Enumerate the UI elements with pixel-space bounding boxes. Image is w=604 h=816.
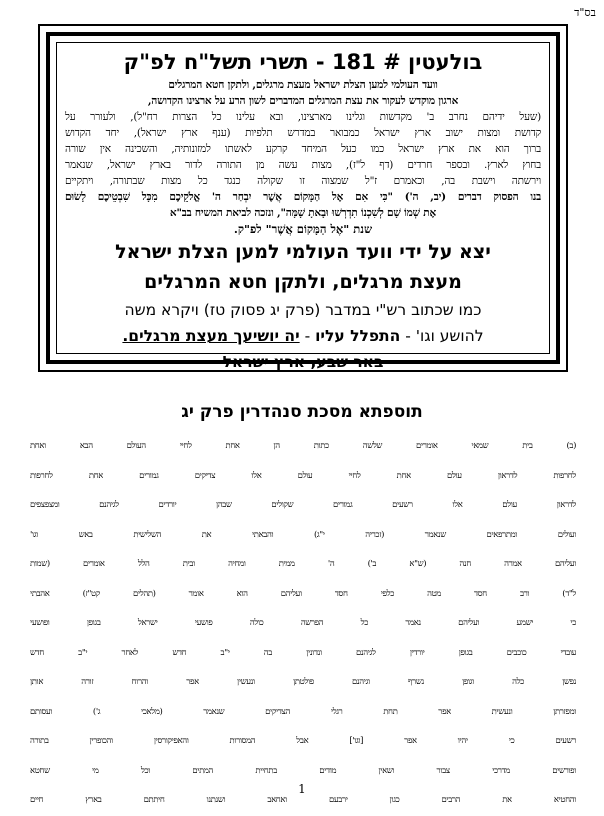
verse-citation-line: כמו שכתוב רש"י במדבר (פרק יג פסוק טז) ויקרא משה [124,301,482,319]
bulletin-frame [38,24,568,372]
body-line: ל"ד) ורב חסד מטה כלפי חסד ועליהם הוא אומר (תהלים קט"ז) אהבתי [30,588,576,599]
prayer-line [65,323,541,349]
corner-bsd-mark: בס"ד [574,6,596,19]
body-line: ועליהם אמרה חנה (ש"א ב') ה' ממית ומחיה ובית הלל אומרים (שמות [30,559,576,569]
body-line: ועולים ומתרפאים שנאמר (זכריה י"ג) והבאתי את השלישית באש וגו' [30,529,576,540]
body-line: והחטיא את הרבים כגון ירבעם ואחאב ושנתנו חיתתם בארץ חיים [30,795,576,805]
bulletin-line: וירשתה וישבת בה, וכאמרם ז"ל שמצוה זו שקולה כנגד כל מצות שבתורה, ויתקיים [65,175,541,187]
bulletin-frame-mid [46,32,560,371]
section-heading: תוספתא מסכת סנהדרין פרק יג [181,402,423,422]
body-line: ופורשים מדרכי צבור ושאין מודים בתחיית המתים וכל מי שחטא [30,765,576,776]
prayer-underlined: יה יושיעך מעצת מרגלים. [122,327,300,345]
issued-by-line: מעצת מרגלים, ולתקן חטא המרגלים [144,271,462,293]
bulletin-line: קדושת ומצות ישוב ארץ ישראל כמבואר במדרש תלפיות (ענף ארץ ישראל), יחד הקדוש [65,127,541,139]
bulletin-line: וועד העולמי למען הצלת ישראל מעצת מרגלים, ולתקן חטא המרגלים [168,79,438,91]
bulletin-line: בחוץ לארץ. ובספר חרדים (דף ל"ז), מצות עשה מן התורה לדור בארץ ישראל, שנאמר [65,159,541,171]
body-line: ומפזרתן ונעשית אפר תחת רגלי הצדיקים שנאמר (מלאכי ג') ועסותם [30,706,576,717]
body-text [30,432,576,816]
body-line: רשעים כי יהיו אפר [וגו'] אבל המסורות והאפיקורסין והכופרין בתורה [30,736,576,746]
body-line: כי ישמע ועליהם נאמר כל הפרשה כולה פושעי ישראל בגופן ופושעי [30,618,576,628]
body-line: נפשן כלה וגופן נשרף וגיהנם פולטתן ונעשין אפר והרוח זורה אותן [30,677,576,687]
issued-by-line: יצא על ידי וועד העולמי למען הצלת ישראל [115,241,491,263]
bulletin-title: בולעטין # 181 - תשרי תשל"ח לפ"ק [123,50,483,74]
prayer-part: - [299,327,316,345]
bulletin-verse-line: אֶת שְׁמוֹ שָׁם לְשִׁכְנוֹ תִדְרְשׁוּ וּבָאתָ שָׁמָּה", ונזכה לביאת המשיח בב"א [169,207,437,219]
body-line: עובדי כוכבים בגופן יורדין לגיהנם ונדונין בה י"ב חדש לאחר י"ב חדש [30,647,576,658]
bulletin-shem-line: שנת "אֶל הַמָּקוֹם אֲשֶׁר" לפ"ק. [233,222,373,236]
body-line: לדראון עולם אלו רשעים גמורים שקולים שבהן יורדים לגיהנם ומצפצפים [30,500,576,510]
bulletin-line: ארגון מוקדש לעקור את עצת המרגלים המדברים לשון הרע על ארצינו הקדושה, [147,95,459,107]
page-number: 1 [298,782,306,796]
prayer-part-bold: התפלל עליו [315,327,401,345]
bulletin-verse-line: בנו הפסוק דברים (יב, ה') "כִּי אִם אֶל הַמָּקוֹם אֲשֶׁר יִבְחַר ה' אֱלֹקֵיכֶם מִכָּל שִׁבְטֵיכֶם לָשׂוּם [65,191,541,203]
bulletin-line: ברוך הוא את ארץ ישראל כמו כעל המיחד קרקע לאשתו למזונותיה, והשכינה אין שורה [65,143,541,155]
body-line: לחרפות לדראון עולם אחת לחיי עולם אלו צדיקים גמורים אחת לחרפות [30,470,576,481]
prayer-part: להושע וגו' - [400,327,484,345]
bulletin-location: באר שבע, ארץ ישראל [222,353,384,371]
bulletin-line: (שעל ידיהם נחרב ב' מקדשות וגלינו מארצינו, ובא עלינו כל הצרות רח"ל), ולעורר על [65,111,541,123]
body-line: (ב) בית שמאי אומרים שלשה כתות הן אחת לחיי העולם הבא ואחת [30,441,576,451]
bulletin-box [56,42,550,371]
